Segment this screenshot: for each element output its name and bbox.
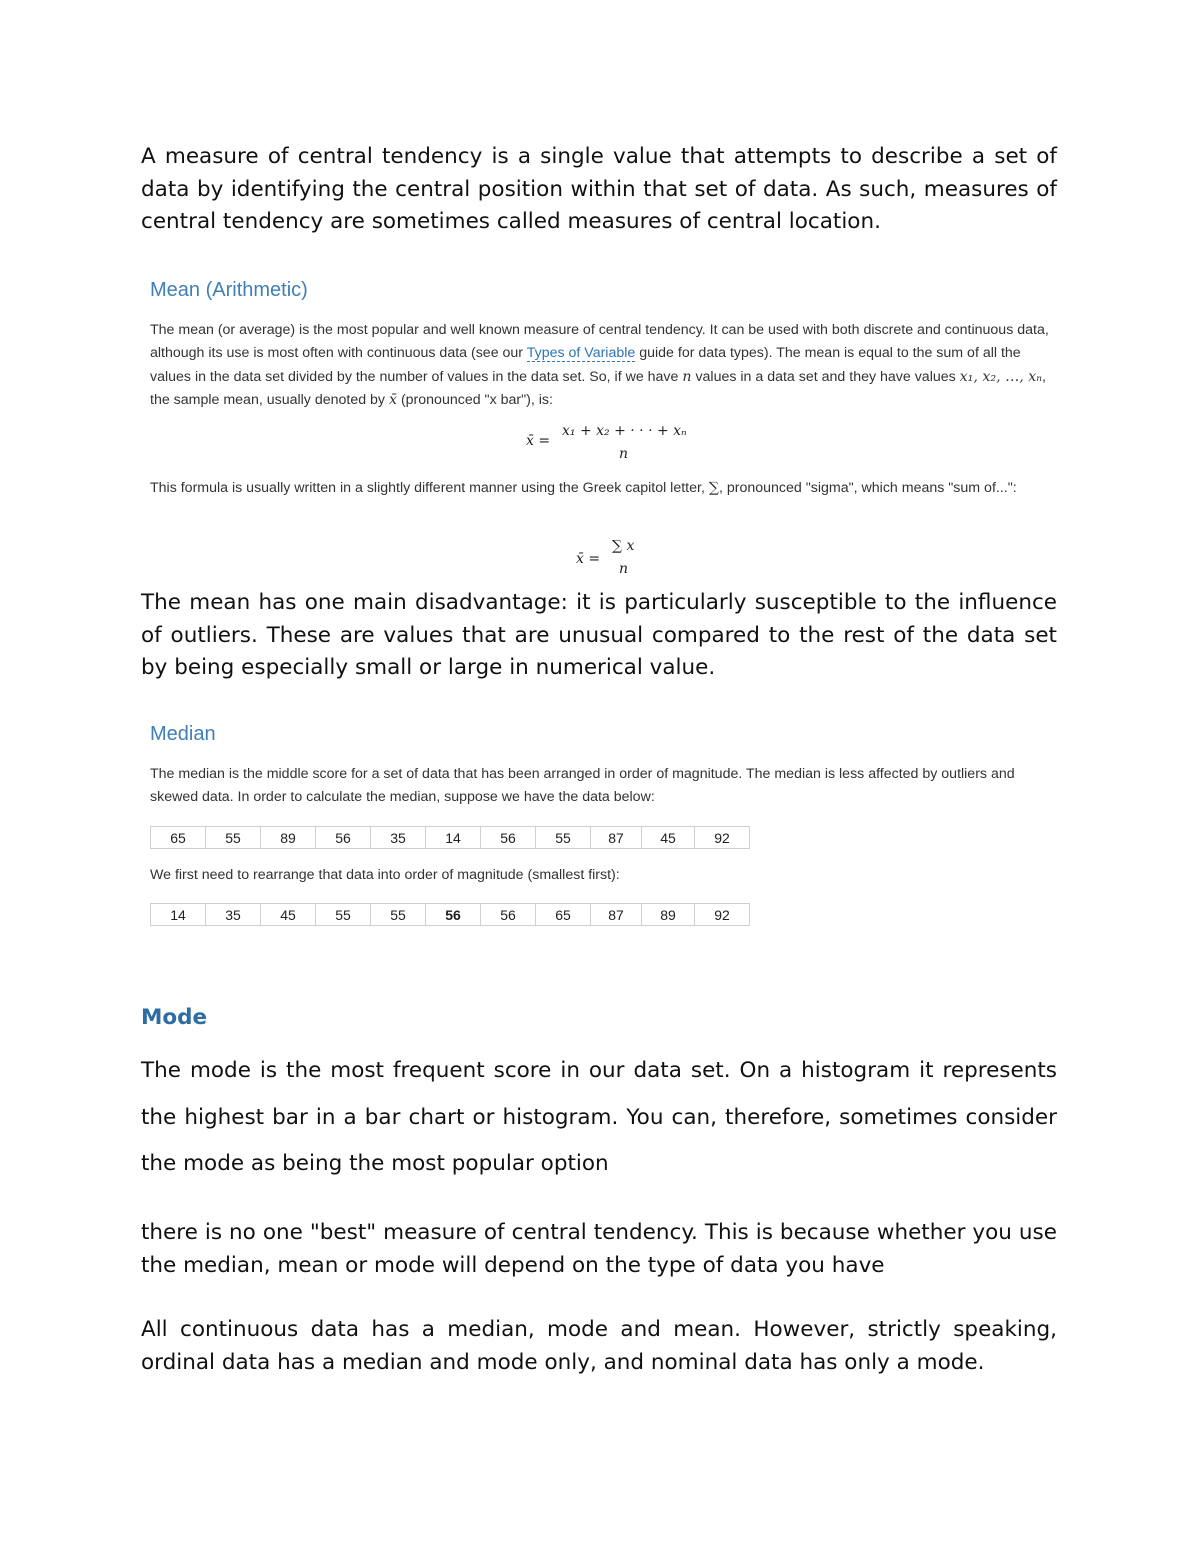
data-cell: 65 xyxy=(151,827,206,849)
data-cell: 87 xyxy=(591,904,642,926)
data-cell: 56 xyxy=(481,827,536,849)
formula1-numerator: x₁ + x₂ + · · · + xₙ xyxy=(562,423,687,439)
intro-paragraph: A measure of central tendency is a single value that attempts to describe a set of data by identifying the central position within that set of data. As such, measures of central tendency are sometimes called measures of central location. xyxy=(141,144,1057,234)
continuous-data-paragraph: All continuous data has a median, mode and mean. However, strictly speaking, ordinal data has a median and mode only, and nominal data has only a mode. xyxy=(141,1317,1057,1375)
rearrange-excerpt xyxy=(150,864,1058,887)
data-cell: 14 xyxy=(426,827,481,849)
formula2-lhs: x̄ = xyxy=(576,551,601,567)
data-cell: 89 xyxy=(642,904,695,926)
mean-text-2: guide for data types). The mean is equal to the sum of all the values in the data set divided by the number of values in the data set. So, if we have xyxy=(150,345,1021,385)
median-excerpt xyxy=(150,720,1058,810)
mean-text-3: values in a data set and they have values xyxy=(691,368,960,385)
sigma-text-2: , pronounced "sigma", which means "sum of...": xyxy=(718,480,1017,496)
table-row xyxy=(151,827,750,849)
math-n: n xyxy=(682,368,692,385)
best-measure-paragraph: there is no one "best" measure of central tendency. This is because whether you use the median, mean or mode will depend on the type of data you have xyxy=(141,1220,1057,1278)
mean-excerpt xyxy=(150,276,1058,412)
data-cell: 56 xyxy=(316,827,371,849)
data-cell: 35 xyxy=(206,904,261,926)
mean-disadvantage-paragraph: The mean has one main disadvantage: it is particularly susceptible to the influence of outliers. These are values that are unusual compared to the rest of the data set by being especially small or large in numerical value. xyxy=(141,590,1057,680)
formula2-numerator: ∑ x xyxy=(612,538,635,554)
median-heading: Median xyxy=(150,723,216,745)
mean-paragraph xyxy=(150,319,1058,412)
types-of-variable-link[interactable]: Types of Variable xyxy=(526,345,636,362)
sorted-data-table xyxy=(150,903,750,926)
median-paragraph: The median is the middle score for a set of data that has been arranged in order of magnitude. The median is less affected by outliers and skewed data. In order to calculate the median, suppose we have the data below: xyxy=(150,766,1015,806)
data-cell: 55 xyxy=(371,904,426,926)
formula1-lhs: x̄ = xyxy=(526,433,551,449)
data-cell: 35 xyxy=(371,827,426,849)
formula2-denominator: n xyxy=(619,561,629,577)
mean-text-5: (pronounced "x bar"), is: xyxy=(397,391,553,408)
sigma-text-1: This formula is usually written in a slightly different manner using the Greek capitol letter, xyxy=(150,480,709,496)
math-xbar: x̄ xyxy=(388,391,397,408)
mean-text-1: The mean (or average) is the most popular and well known measure of central tendency. It can be used with both discrete and continuous data, although its use is most often with continuous data (see our xyxy=(150,322,1049,362)
data-cell: 65 xyxy=(536,904,591,926)
data-cell: 14 xyxy=(151,904,206,926)
mean-heading: Mean (Arithmetic) xyxy=(150,279,308,301)
mean-text-4: , the sample mean, usually denoted by xyxy=(150,368,1046,408)
data-cell: 55 xyxy=(316,904,371,926)
unsorted-data-table xyxy=(150,826,750,849)
formula1-denominator: n xyxy=(619,446,629,462)
data-cell: 55 xyxy=(206,827,261,849)
sigma-paragraph xyxy=(150,477,1058,500)
rearrange-paragraph: We first need to rearrange that data into order of magnitude (smallest first): xyxy=(150,867,620,883)
data-cell: 87 xyxy=(591,827,642,849)
data-cell: 56 xyxy=(426,904,481,926)
data-cell: 45 xyxy=(261,904,316,926)
mode-heading: Mode xyxy=(141,1005,208,1030)
sigma-excerpt xyxy=(150,477,1058,500)
math-values: x₁, x₂, …, xₙ xyxy=(959,368,1043,385)
data-cell: 55 xyxy=(536,827,591,849)
sigma-symbol: ∑ xyxy=(708,480,719,496)
data-cell: 45 xyxy=(642,827,695,849)
mode-paragraph: The mode is the most frequent score in our data set. On a histogram it represents the highest bar in a bar chart or histogram. You can, therefore, sometimes consider the mode as being the most popular option xyxy=(141,1058,1057,1176)
data-cell: 92 xyxy=(695,904,750,926)
table-row xyxy=(151,904,750,926)
data-cell: 89 xyxy=(261,827,316,849)
data-cell: 92 xyxy=(695,827,750,849)
data-cell: 56 xyxy=(481,904,536,926)
